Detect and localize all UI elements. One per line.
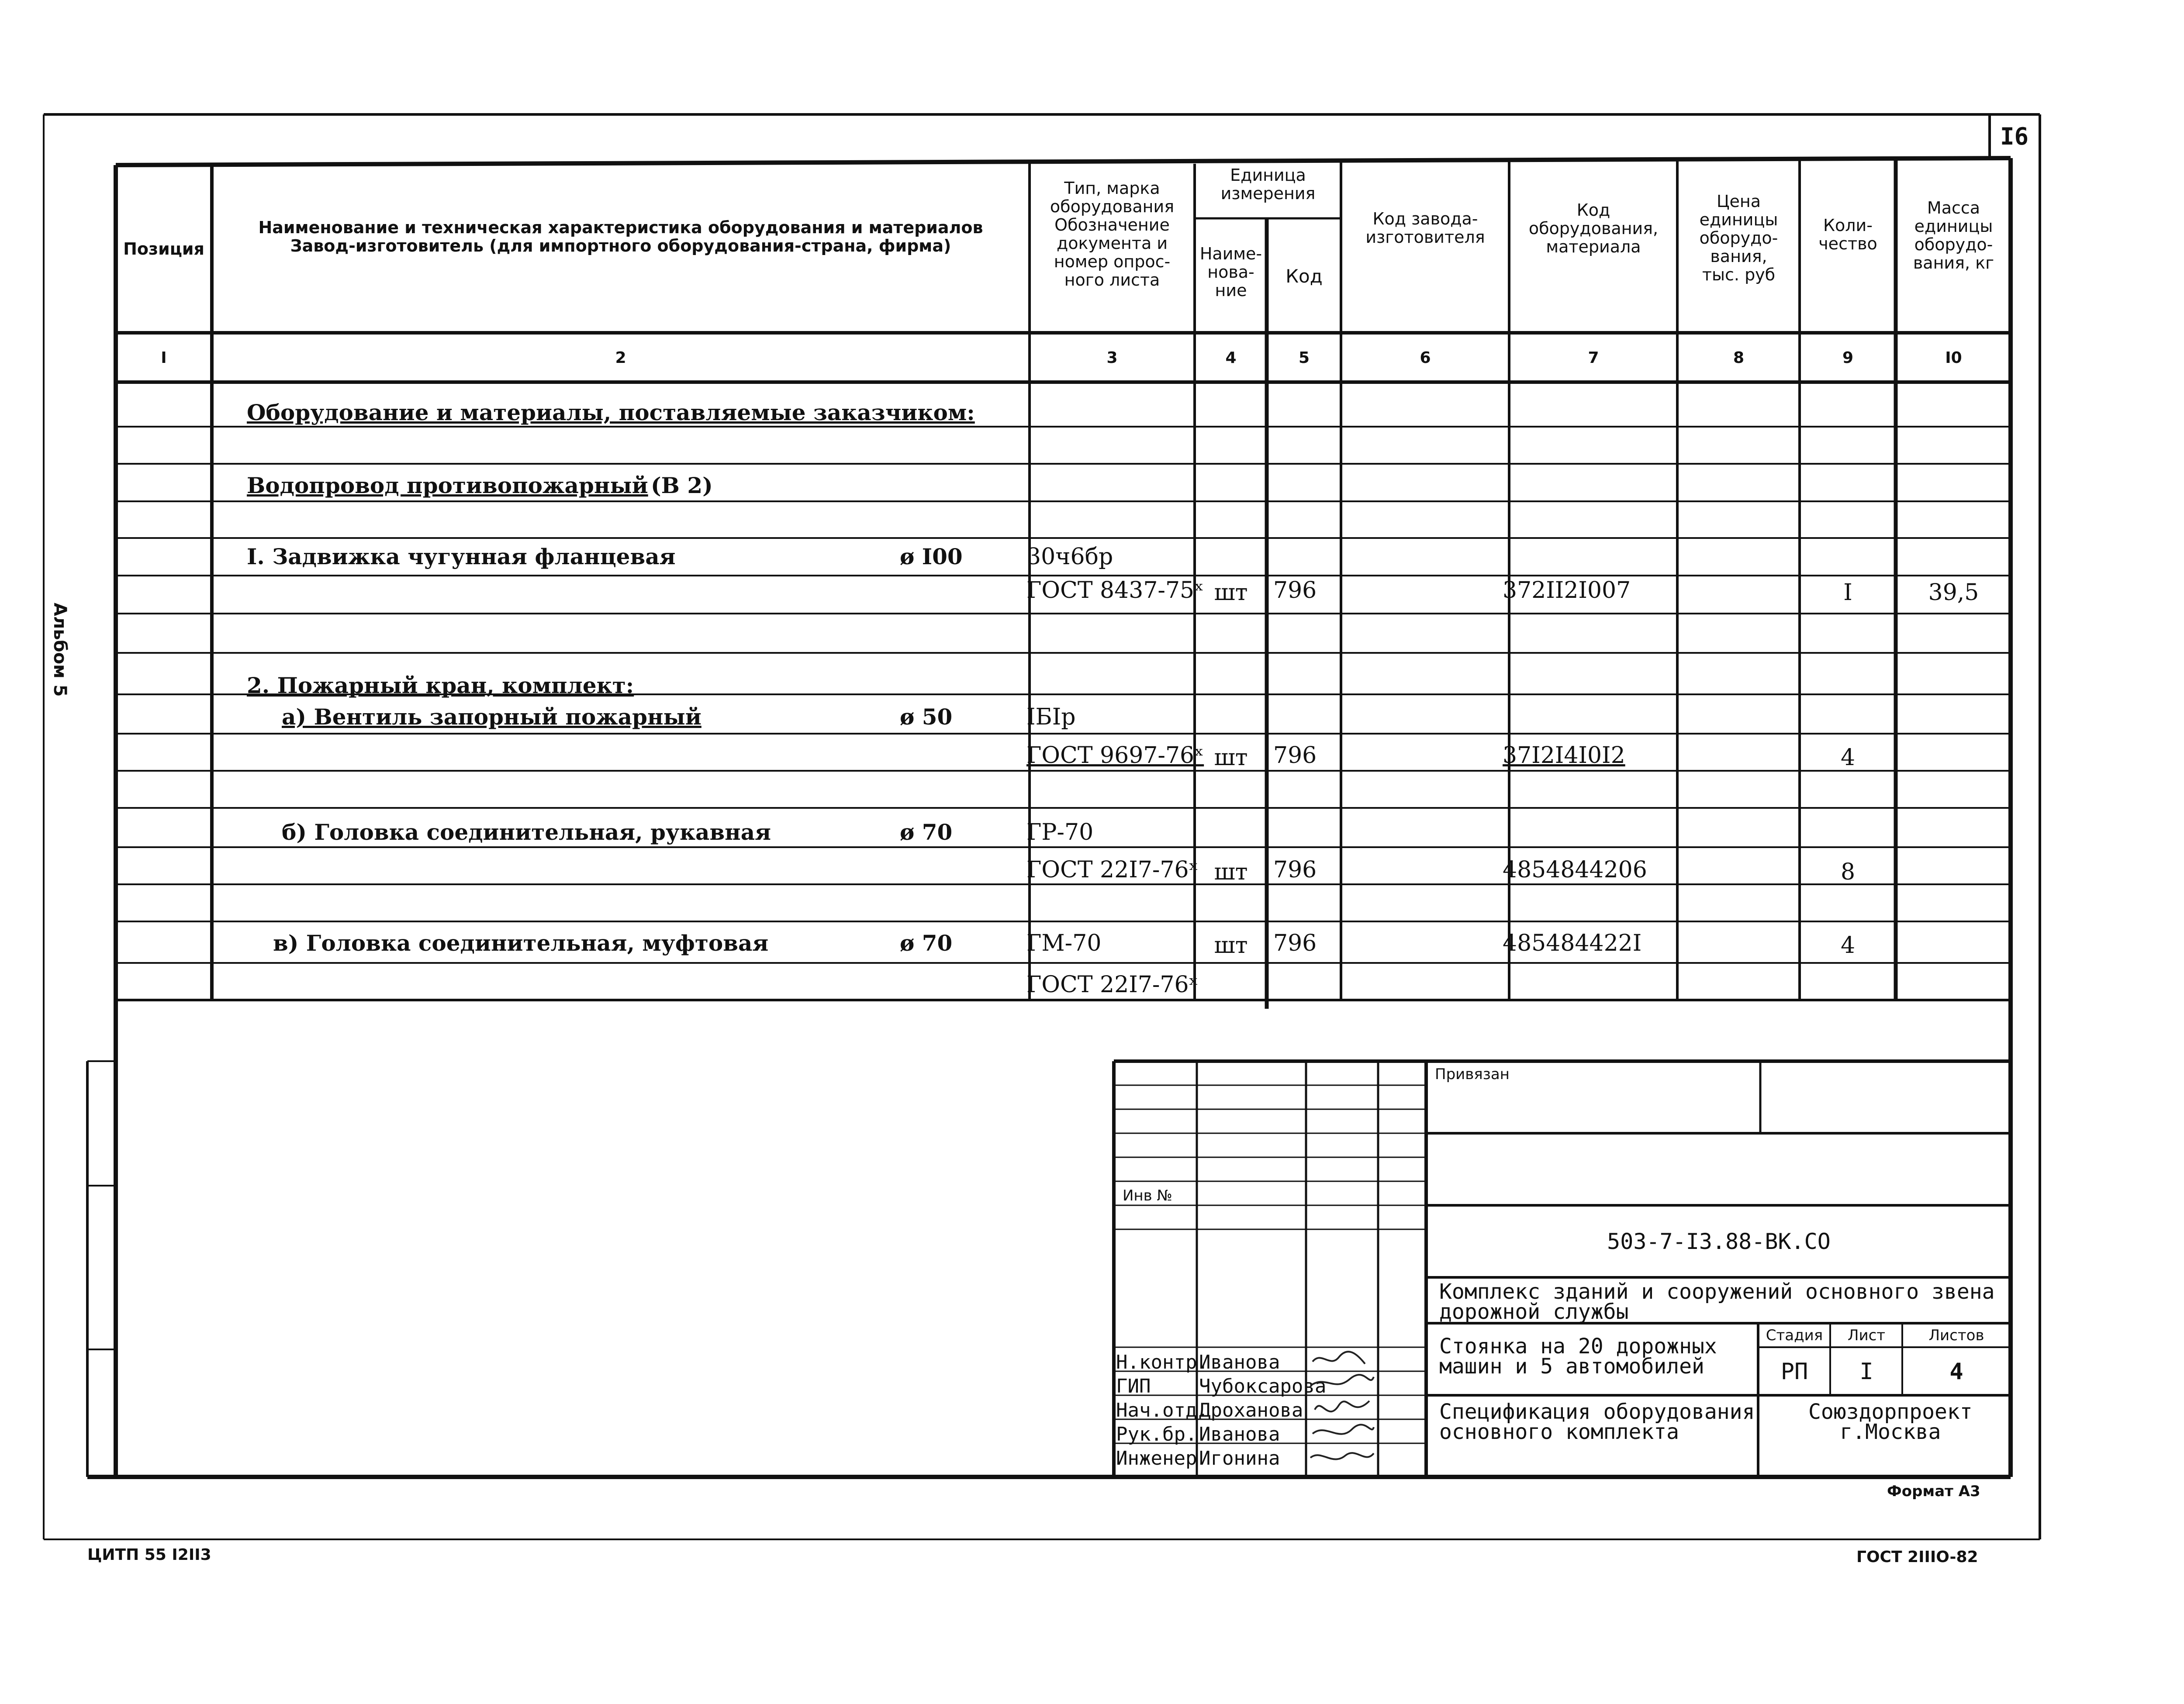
footer-right: ГОСТ 2IIIO-82 xyxy=(1856,1548,1978,1566)
header-quantity-l1: Коли- xyxy=(1823,216,1873,235)
header-quantity xyxy=(1801,216,1895,253)
project-title-l1: Комплекс зданий и сооружений основного звена xyxy=(1439,1280,1995,1304)
header-mass-l3: оборудо- xyxy=(1914,235,1993,254)
sheet-title-l1: Спецификация оборудования xyxy=(1439,1400,1755,1424)
header-type-l4: документа и xyxy=(1056,234,1168,253)
header-factory-code-l2: изготовителя xyxy=(1365,228,1485,247)
sig-role-2: ГИП xyxy=(1116,1375,1151,1397)
item-1-gost: ГОСТ 8437-75ˣ xyxy=(1026,577,1204,604)
item-2c-unit: шт xyxy=(1214,932,1248,959)
col-num-7: 7 xyxy=(1588,348,1599,367)
item-2a-quantity: 4 xyxy=(1840,745,1856,771)
organization-l2: г.Москва xyxy=(1840,1420,1941,1444)
sig-name-3: Дроханова xyxy=(1199,1399,1303,1421)
item-2b-name: б) Головка соединительная, рукавная xyxy=(282,819,771,845)
header-unit-name-l3: ние xyxy=(1215,281,1247,300)
inv-no-label: Инв № xyxy=(1123,1187,1172,1204)
header-equipment-code xyxy=(1510,201,1676,256)
item-2a-type: IБIр xyxy=(1026,704,1076,730)
item-2b-unit: шт xyxy=(1214,859,1248,885)
header-price-l4: вания, xyxy=(1710,247,1767,266)
stage-label: Стадия xyxy=(1766,1327,1823,1344)
header-price xyxy=(1679,192,1799,284)
col-num-3: 3 xyxy=(1106,348,1118,367)
item-1-unit-code: 796 xyxy=(1273,577,1317,604)
item-2c-gost: ГОСТ 22I7-76ˣ xyxy=(1026,972,1199,998)
sig-name-1: Иванова xyxy=(1199,1351,1280,1373)
header-type xyxy=(1031,179,1193,289)
header-mass-l4: вания, кг xyxy=(1913,253,1994,273)
header-type-l3: Обозначение xyxy=(1054,215,1170,235)
format-label: Формат А3 xyxy=(1887,1483,1980,1500)
item-2a-diameter: ø 50 xyxy=(900,704,953,730)
subsection-title: Водопровод противопожарный xyxy=(247,473,648,498)
sheet-label: Лист xyxy=(1847,1327,1886,1344)
object-title xyxy=(1439,1334,1717,1379)
object-title-l2: машин и 5 автомобилей xyxy=(1439,1354,1704,1379)
item-2b-gost: ГОСТ 22I7-76ˣ xyxy=(1026,857,1199,883)
item-1-equipment-code: 372II2I007 xyxy=(1503,577,1631,604)
album-label: Альбом 5 xyxy=(50,603,70,697)
item-1-unit: шт xyxy=(1214,579,1248,606)
sig-name-5: Игонина xyxy=(1199,1447,1280,1469)
col-num-6: 6 xyxy=(1420,348,1431,367)
sheet-title xyxy=(1439,1402,1755,1442)
header-mass-l1: Масса xyxy=(1927,198,1980,217)
project-title xyxy=(1439,1282,1995,1322)
item-2c-equipment-code: 485484422I xyxy=(1503,930,1642,956)
col-num-9: 9 xyxy=(1842,348,1854,367)
item-2c-diameter: ø 70 xyxy=(900,930,953,956)
header-type-l1: Тип, марка xyxy=(1064,179,1160,198)
object-title-l1: Стоянка на 20 дорожных xyxy=(1439,1334,1717,1359)
item-2-name: 2. Пожарный кран, комплект: xyxy=(247,673,634,698)
footer-left: ЦИТП 55 I2II3 xyxy=(87,1546,211,1564)
item-2b-unit-code: 796 xyxy=(1273,857,1317,883)
col-num-2: 2 xyxy=(615,348,626,367)
item-2b-type: ГР-70 xyxy=(1026,819,1094,845)
sig-name-4: Иванова xyxy=(1199,1423,1280,1445)
item-1-name: I. Задвижка чугунная фланцевая xyxy=(247,544,676,569)
col-num-4: 4 xyxy=(1225,348,1237,367)
item-1-mass: 39,5 xyxy=(1928,579,1979,606)
header-equipment-code-l3: материала xyxy=(1546,237,1641,256)
sheet-title-l2: основного комплекта xyxy=(1439,1420,1679,1444)
subsection-code: (В 2) xyxy=(651,473,713,498)
signature-names xyxy=(1199,1350,1326,1470)
sig-role-3: Нач.отд. xyxy=(1116,1399,1209,1421)
col-num-1: I xyxy=(161,348,167,367)
header-unit xyxy=(1196,166,1340,203)
item-2a-unit: шт xyxy=(1214,745,1248,771)
item-2c-unit-code: 796 xyxy=(1273,930,1317,956)
item-1-type: 30ч6бр xyxy=(1026,544,1113,570)
header-equipment-code-l1: Код xyxy=(1576,200,1610,220)
header-equipment-code-l2: оборудования, xyxy=(1528,219,1659,238)
header-type-l2: оборудования xyxy=(1050,197,1175,216)
header-unit-name xyxy=(1196,245,1266,300)
header-price-l1: Цена xyxy=(1716,192,1761,211)
header-price-l2: единицы xyxy=(1699,210,1778,229)
header-name-line1: Наименование и техническая характеристика оборудования и материалов xyxy=(258,218,983,237)
sheets-label: Листов xyxy=(1928,1327,1984,1344)
header-price-l3: оборудо- xyxy=(1699,228,1778,248)
organization-l1: Союздорпроект xyxy=(1808,1400,1973,1424)
project-title-l2: дорожной службы xyxy=(1439,1300,1629,1324)
item-2c-name: в) Головка соединительная, муфтовая xyxy=(273,930,769,956)
sheet-number: I6 xyxy=(2000,122,2029,150)
signature-roles xyxy=(1116,1350,1209,1470)
header-mass-l2: единицы xyxy=(1914,217,1993,236)
item-2a-equipment-code: 37I2I4I0I2 xyxy=(1503,742,1625,769)
stage-value: РП xyxy=(1780,1358,1808,1385)
header-unit-l1: Единица xyxy=(1230,166,1306,185)
header-unit-l2: измерения xyxy=(1220,184,1316,203)
item-2a-name: а) Вентиль запорный пожарный xyxy=(282,704,702,730)
item-2b-quantity: 8 xyxy=(1840,859,1856,885)
col-num-5: 5 xyxy=(1298,348,1310,367)
header-name-line2: Завод-изготовитель (для импортного оборудования-страна, фирма) xyxy=(290,236,951,255)
privyazan-label: Привязан xyxy=(1435,1066,1510,1083)
item-2b-equipment-code: 4854844206 xyxy=(1503,857,1647,883)
header-mass xyxy=(1898,199,2009,272)
item-1-diameter: ø I00 xyxy=(900,544,963,569)
header-unit-name-l2: нова- xyxy=(1207,262,1254,282)
sheet-value: I xyxy=(1859,1358,1873,1385)
header-factory-code-l1: Код завода- xyxy=(1372,209,1478,228)
header-type-l5: номер опрос- xyxy=(1054,252,1171,271)
header-factory-code xyxy=(1342,210,1508,246)
sig-name-2: Чубоксарова xyxy=(1199,1375,1327,1397)
header-unit-code: Код xyxy=(1286,265,1323,287)
item-2b-diameter: ø 70 xyxy=(900,819,953,845)
document-code: 503-7-I3.88-ВК.СО xyxy=(1607,1228,1831,1254)
item-2a-unit-code: 796 xyxy=(1273,742,1317,769)
header-position: Позиция xyxy=(123,239,204,259)
handwritten-signatures xyxy=(1308,1349,1378,1475)
sheets-value: 4 xyxy=(1949,1358,1963,1385)
organization xyxy=(1808,1402,1973,1442)
sig-role-4: Рук.бр. xyxy=(1116,1423,1197,1445)
item-1-quantity: I xyxy=(1843,579,1852,606)
item-2c-quantity: 4 xyxy=(1840,932,1856,959)
header-quantity-l2: чество xyxy=(1818,234,1877,253)
item-2c-type: ГМ-70 xyxy=(1026,930,1102,956)
col-num-10: I0 xyxy=(1945,348,1962,367)
header-type-l6: ного листа xyxy=(1064,270,1160,290)
header-name xyxy=(214,218,1027,255)
section-title: Оборудование и материалы, поставляемые заказчиком: xyxy=(247,400,975,425)
item-2a-gost: ГОСТ 9697-76ˣ xyxy=(1026,742,1204,769)
col-num-8: 8 xyxy=(1733,348,1745,367)
sig-role-5: Инженер xyxy=(1116,1447,1197,1469)
header-unit-name-l1: Наиме- xyxy=(1199,244,1262,263)
header-price-l5: тыс. руб xyxy=(1702,265,1776,284)
sig-role-1: Н.контр. xyxy=(1116,1351,1209,1373)
